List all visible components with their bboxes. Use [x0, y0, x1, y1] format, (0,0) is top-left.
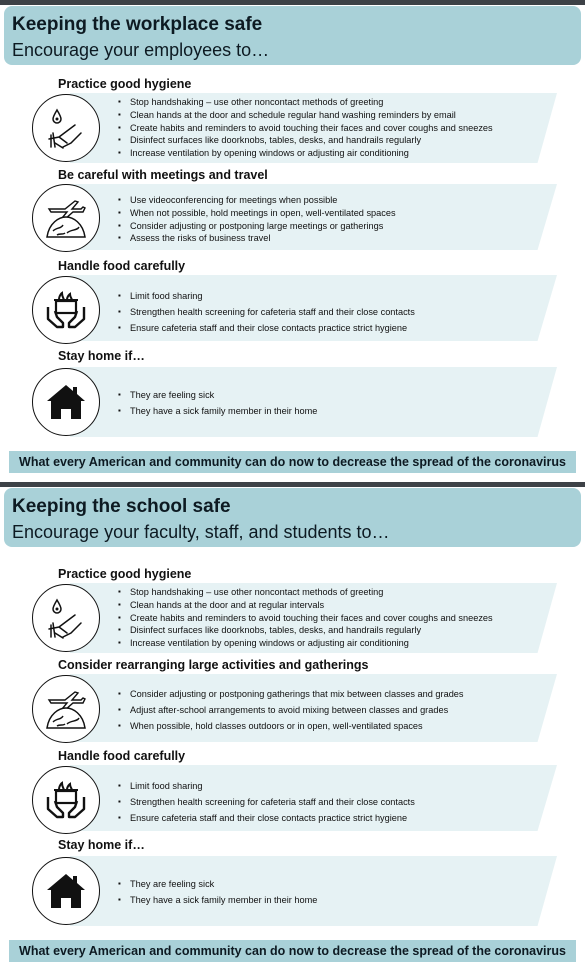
- list-item: ▪ Strengthen health screening for cafeteria staff and their close contacts: [118, 794, 415, 810]
- panel-subtitle: Encourage your employees to…: [12, 40, 270, 60]
- list-item: ▪ Adjust after-school arrangements to avoid mixing between classes and grades: [118, 702, 464, 718]
- top-divider: [0, 0, 585, 5]
- hygiene-icon: [32, 94, 100, 162]
- bullet-list: [118, 586, 493, 650]
- section-title: Practice good hygiene: [58, 77, 192, 91]
- section-food: [32, 749, 557, 839]
- bullet-list: [118, 686, 464, 735]
- list-item: ▪ They have a sick family member in their home: [118, 403, 317, 419]
- list-item: ▪ Ensure cafeteria staff and their close contacts practice strict hygiene: [118, 320, 415, 336]
- list-item: ▪ They have a sick family member in their home: [118, 892, 317, 908]
- section-hygiene: [32, 77, 557, 167]
- bullet-list: [118, 387, 317, 419]
- home-icon: [32, 857, 100, 925]
- section-stay-home: [32, 349, 557, 444]
- food-icon: [32, 766, 100, 834]
- list-item: ▪ They are feeling sick: [118, 387, 317, 403]
- list-item: ▪ Limit food sharing: [118, 778, 415, 794]
- section-title: Handle food carefully: [58, 259, 186, 273]
- home-icon: [32, 368, 100, 436]
- panel-subtitle: Encourage your faculty, staff, and students to…: [12, 522, 390, 542]
- list-item: ▪ Increase ventilation by opening windows or adjusting air conditioning: [118, 637, 493, 650]
- list-item: ▪ Increase ventilation by opening windows or adjusting air conditioning: [118, 147, 493, 160]
- panel-title: Keeping the school safe: [12, 496, 231, 517]
- section-food: [32, 259, 557, 349]
- bullet-list: [118, 96, 493, 160]
- list-item: ▪ Create habits and reminders to avoid touching their faces and cover coughs and sneezes: [118, 612, 493, 625]
- panel-header: [4, 6, 581, 65]
- section-meetings: [32, 168, 557, 258]
- food-icon: [32, 276, 100, 344]
- list-item: ▪ Create habits and reminders to avoid touching their faces and cover coughs and sneezes: [118, 122, 493, 135]
- section-gatherings: [32, 658, 557, 748]
- list-item: ▪ Use videoconferencing for meetings when possible: [118, 194, 396, 207]
- travel-icon: [32, 184, 100, 252]
- section-title: Consider rearranging large activities and gatherings: [58, 658, 369, 672]
- panel-footer: What every American and community can do now to decrease the spread of the coronavirus: [9, 940, 576, 962]
- list-item: ▪ Limit food sharing: [118, 288, 415, 304]
- panel-school: [0, 482, 585, 967]
- list-item: ▪ Clean hands at the door and schedule regular hand washing reminders by email: [118, 109, 493, 122]
- section-title: Be careful with meetings and travel: [58, 168, 268, 182]
- list-item: ▪ Consider adjusting or postponing gatherings that mix between classes and grades: [118, 686, 464, 702]
- section-title: Handle food carefully: [58, 749, 186, 763]
- bullet-list: [118, 194, 396, 245]
- panel-header: [4, 488, 581, 547]
- hygiene-icon: [32, 584, 100, 652]
- bullet-list: [118, 778, 415, 827]
- section-title: Stay home if…: [58, 838, 145, 852]
- section-title: Stay home if…: [58, 349, 145, 363]
- list-item: ▪ Strengthen health screening for cafeteria staff and their close contacts: [118, 304, 415, 320]
- list-item: ▪ Consider adjusting or postponing large meetings or gatherings: [118, 220, 396, 233]
- list-item: ▪ Stop handshaking – use other noncontact methods of greeting: [118, 96, 493, 109]
- list-item: ▪ They are feeling sick: [118, 876, 317, 892]
- travel-icon: [32, 675, 100, 743]
- list-item: ▪ When not possible, hold meetings in open, well-ventilated spaces: [118, 207, 396, 220]
- bullet-list: [118, 876, 317, 908]
- list-item: ▪ When possible, hold classes outdoors or in open, well-ventilated spaces: [118, 718, 464, 734]
- section-title: Practice good hygiene: [58, 567, 192, 581]
- list-item: ▪ Disinfect surfaces like doorknobs, tables, desks, and handrails regularly: [118, 134, 493, 147]
- section-stay-home: [32, 838, 557, 933]
- panel-footer: What every American and community can do now to decrease the spread of the coronavirus: [9, 451, 576, 473]
- bullet-list: [118, 288, 415, 337]
- list-item: ▪ Ensure cafeteria staff and their close contacts practice strict hygiene: [118, 810, 415, 826]
- list-item: ▪ Assess the risks of business travel: [118, 232, 396, 245]
- list-item: ▪ Stop handshaking – use other noncontact methods of greeting: [118, 586, 493, 599]
- list-item: ▪ Disinfect surfaces like doorknobs, tables, desks, and handrails regularly: [118, 624, 493, 637]
- panel-title: Keeping the workplace safe: [12, 14, 263, 35]
- section-hygiene: [32, 567, 557, 657]
- top-divider: [0, 482, 585, 487]
- list-item: ▪ Clean hands at the door and at regular intervals: [118, 599, 493, 612]
